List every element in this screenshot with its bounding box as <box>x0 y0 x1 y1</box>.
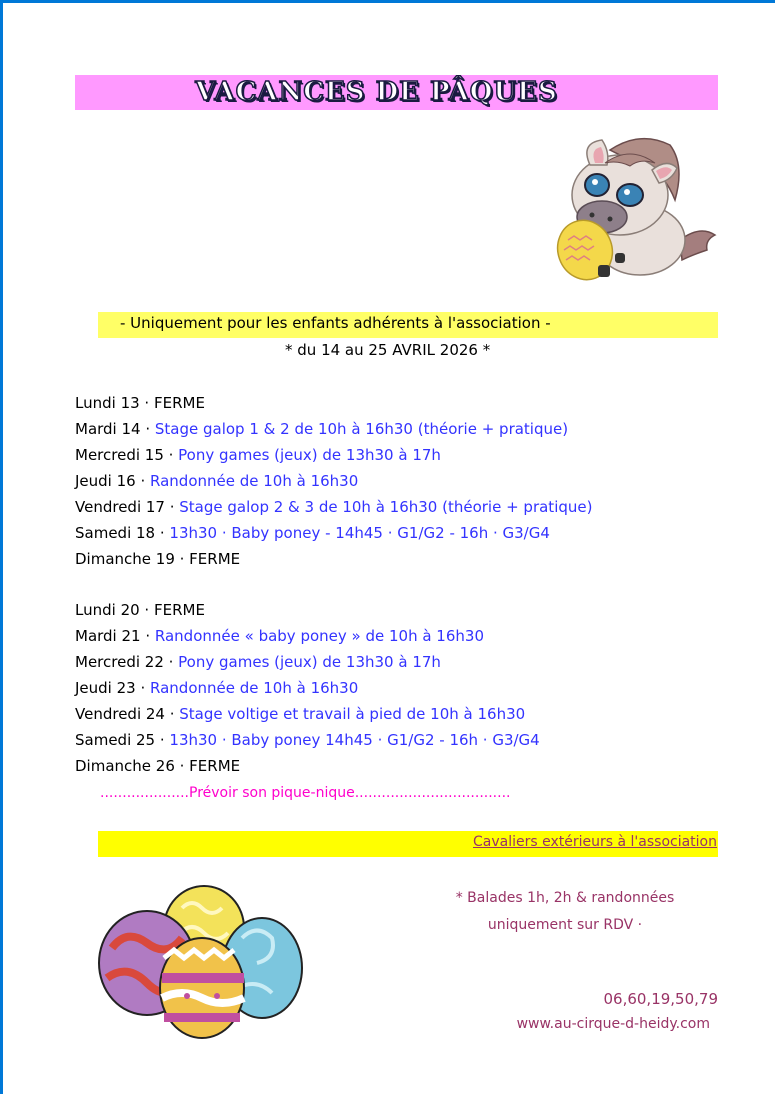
schedule-row <box>75 701 540 727</box>
activity: FERME <box>189 757 241 775</box>
picnic-note: ....................Prévoir son pique-nique................................... <box>100 785 511 801</box>
day-label: Vendredi 17 · <box>75 498 180 516</box>
day-label: Dimanche 26 · <box>75 757 190 775</box>
schedule-row <box>75 468 592 494</box>
activity: Stage galop 1 & 2 de 10h à 16h30 (théorie + pratique) <box>154 420 569 438</box>
day-label: Jeudi 16 · <box>75 472 151 490</box>
rides-line-1: * Balades 1h, 2h & randonnées <box>455 890 675 906</box>
day-label: Lundi 13 · <box>75 394 154 412</box>
schedule-row <box>75 727 540 753</box>
schedule-row <box>75 649 540 675</box>
schedule-week-2 <box>75 597 540 779</box>
activity: Randonnée de 10h à 16h30 <box>150 472 359 490</box>
schedule-row <box>75 546 592 572</box>
activity: Randonnée de 10h à 16h30 <box>150 679 359 697</box>
day-label: Lundi 20 · <box>75 601 154 619</box>
day-label: Jeudi 23 · <box>75 679 151 697</box>
activity: 13h30 · Baby poney - 14h45 · G1/G2 - 16h · G3/G4 <box>169 524 550 542</box>
schedule-row <box>75 520 592 546</box>
activity: Pony games (jeux) de 13h30 à 17h <box>178 446 441 464</box>
activity: Randonnée « baby poney » de 10h à 16h30 <box>154 627 484 645</box>
title-banner <box>75 75 718 110</box>
rides-line-2: uniquement sur RDV · <box>487 917 643 933</box>
pony-with-egg-illustration <box>540 125 720 285</box>
activity: 13h30 · Baby poney 14h45 · G1/G2 - 16h · G3/G4 <box>169 731 540 749</box>
schedule-row <box>75 623 540 649</box>
phone-number: 06,60,19,50,79 <box>603 990 718 1008</box>
activity: FERME <box>153 601 205 619</box>
activity: Stage voltige et travail à pied de 10h à 16h30 <box>179 705 526 723</box>
rides-info <box>410 885 720 939</box>
day-label: Samedi 25 · <box>75 731 170 749</box>
holiday-dates: * du 14 au 25 AVRIL 2026 * <box>285 341 491 359</box>
schedule-row <box>75 753 540 779</box>
page-title: VACANCES DE PÂQUES <box>195 77 558 107</box>
schedule-row <box>75 390 592 416</box>
schedule-week-1 <box>75 390 592 572</box>
day-label: Mardi 14 · <box>75 420 155 438</box>
easter-eggs-illustration <box>92 878 304 1040</box>
day-label: Mercredi 15 · <box>75 446 179 464</box>
schedule-row <box>75 597 540 623</box>
frame-border-top <box>0 0 775 3</box>
external-riders-heading: Cavaliers extérieurs à l'association <box>473 834 717 850</box>
activity: FERME <box>189 550 241 568</box>
activity: Stage galop 2 & 3 de 10h à 16h30 (théorie + pratique) <box>179 498 593 516</box>
day-label: Dimanche 19 · <box>75 550 190 568</box>
activity: FERME <box>153 394 205 412</box>
activity: Pony games (jeux) de 13h30 à 17h <box>178 653 441 671</box>
day-label: Mardi 21 · <box>75 627 155 645</box>
day-label: Vendredi 24 · <box>75 705 180 723</box>
schedule-row <box>75 442 592 468</box>
schedule-row <box>75 494 592 520</box>
day-label: Mercredi 22 · <box>75 653 179 671</box>
schedule-row <box>75 416 592 442</box>
frame-border-left <box>0 0 3 1094</box>
website-link[interactable]: www.au-cirque-d-heidy.com <box>516 1016 710 1032</box>
schedule-row <box>75 675 540 701</box>
day-label: Samedi 18 · <box>75 524 170 542</box>
members-only-notice: - Uniquement pour les enfants adhérents à l'association - <box>120 314 551 332</box>
